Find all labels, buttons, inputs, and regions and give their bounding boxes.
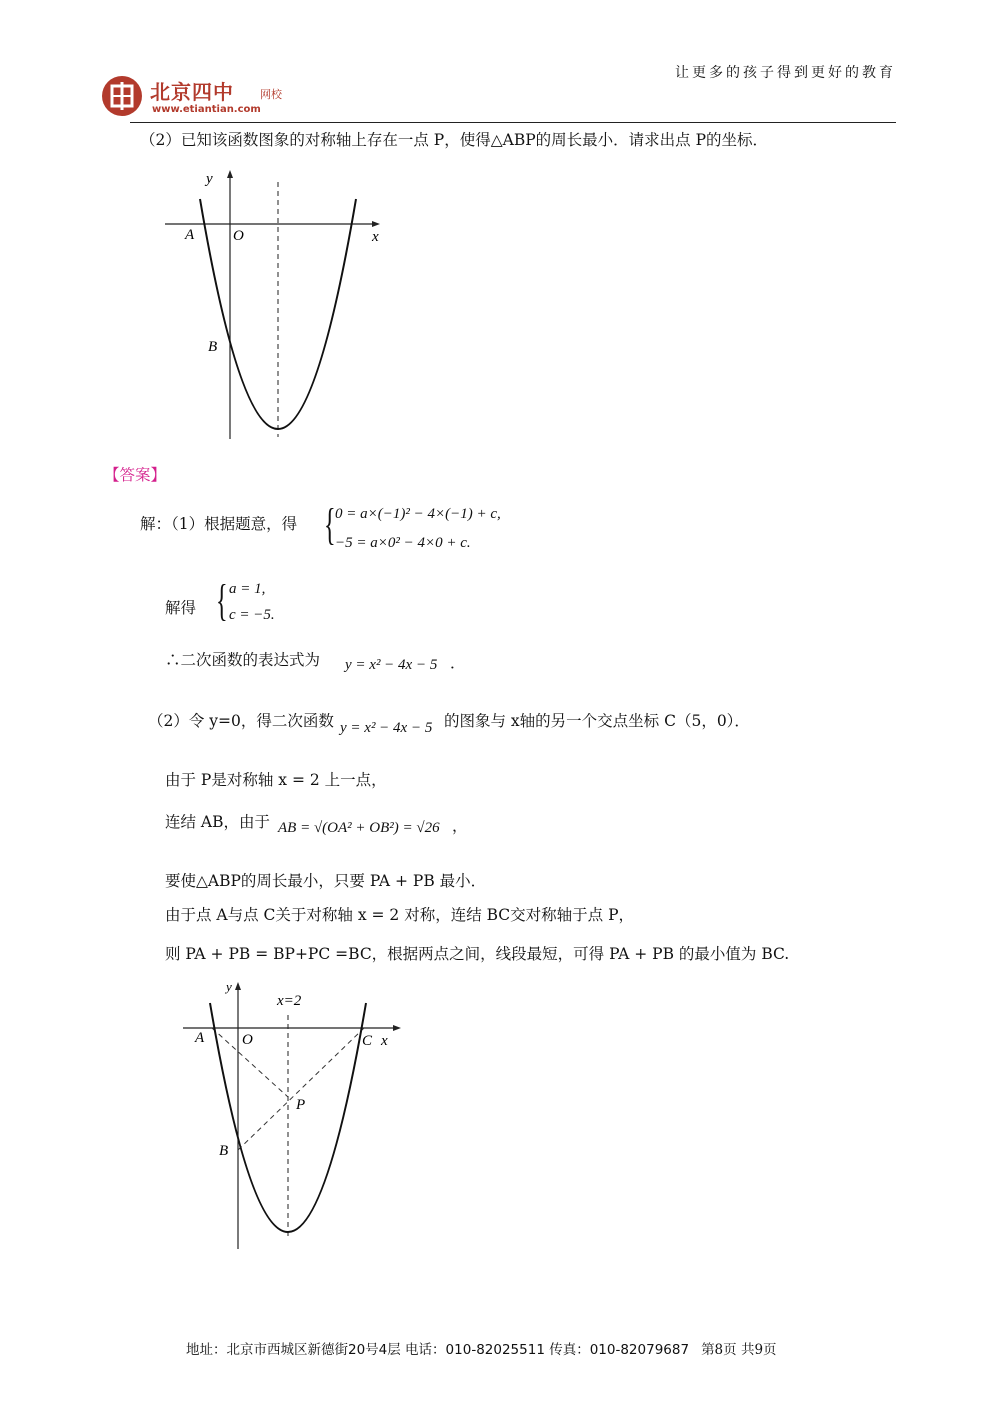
fig1-label-y: y — [206, 171, 213, 187]
solution-part1-prefix: 解：（1）根据题意，得 — [140, 515, 298, 533]
fig2-label-y: y — [226, 979, 232, 994]
fig1-label-A: A — [185, 227, 195, 243]
fig1-label-x: x — [372, 229, 379, 245]
fig2-label-O: O — [242, 1032, 253, 1048]
ab-length-end: ， — [452, 817, 468, 835]
part2-expression: y = x² − 4x − 5 — [340, 720, 433, 736]
minimize-condition-line: 要使△ABP的周长最小，只要 PA + PB 最小． — [165, 872, 487, 890]
logo-chinese-name: 北京四中 — [150, 80, 234, 104]
logo-emblem-icon — [102, 76, 142, 116]
equation-2: −5 = a×0² − 4×0 + c. — [335, 535, 471, 551]
header-divider — [130, 122, 896, 123]
logo-subtitle: 网校 — [260, 88, 282, 101]
fig2-label-P: P — [296, 1097, 306, 1113]
part2-text-b: 的图象与 x轴的另一个交点坐标 C（5，0）． — [444, 712, 750, 730]
page-footer — [186, 1338, 777, 1358]
connect-ab-prefix: 连结 AB，由于 — [165, 813, 271, 831]
result-a: a = 1, — [229, 581, 266, 597]
fig2-label-B: B — [219, 1143, 229, 1159]
fig2-label-C: C — [362, 1033, 373, 1049]
school-logo — [102, 74, 302, 120]
fig1-label-O: O — [233, 228, 244, 244]
system-brace-1: { — [324, 500, 336, 549]
header-slogan: 让更多的孩子得到更好的教育 — [675, 65, 896, 81]
solve-prefix: 解得 — [165, 599, 197, 617]
expression-end: ． — [450, 654, 466, 672]
footer-address: 地址：北京市西城区新德街20号4层 电话：010-82025511 传真：010-82079687 — [186, 1342, 690, 1358]
ab-length-expression: AB = √(OA² + OB²) = √26 — [278, 820, 440, 836]
footer-page-number: 第8页 共9页 — [701, 1342, 777, 1358]
system-brace-2: { — [216, 576, 228, 625]
answer-tag: 【答案】 — [104, 466, 167, 484]
parabola-figure-2 — [175, 975, 405, 1255]
conclusion-line: 则 PA + PB = BP+PC =BC，根据两点之间，线段最短，可得 PA + PB 的最小值为 BC. — [165, 945, 790, 963]
fig2-label-A: A — [195, 1030, 205, 1046]
symmetry-line: 由于点 A与点 C关于对称轴 x = 2 对称，连结 BC交对称轴于点 P， — [165, 906, 635, 924]
fig1-label-B: B — [208, 339, 218, 355]
fig2-label-x: x — [381, 1033, 388, 1049]
parabola-figure-1 — [160, 165, 390, 445]
part2-text-a: （2）令 y=0，得二次函数 — [148, 712, 334, 730]
expression-prefix: ∴二次函数的表达式为 — [165, 651, 321, 669]
quadratic-expression: y = x² − 4x − 5 — [345, 657, 438, 673]
result-c: c = −5. — [229, 607, 275, 623]
fig2-label-axis: x=2 — [277, 993, 302, 1009]
axis-point-line: 由于 P是对称轴 x = 2 上一点， — [165, 771, 387, 789]
question-2-text: （2）已知该函数图象的对称轴上存在一点 P，使得△ABP的周长最小．请求出点 P的坐标． — [140, 131, 769, 149]
equation-1: 0 = a×(−1)² − 4×(−1) + c, — [335, 506, 501, 522]
logo-url: www.etiantian.com — [152, 104, 261, 115]
